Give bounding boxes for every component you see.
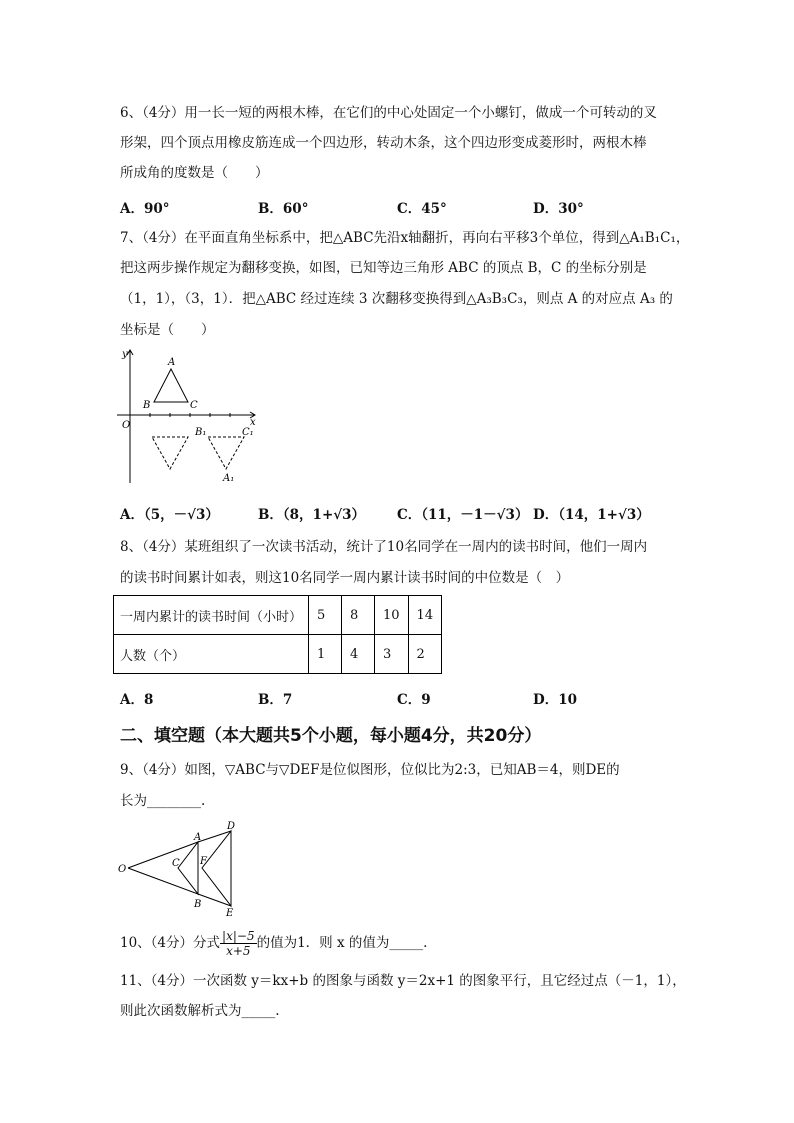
q7-option-a: A．（5，－√3） [120,507,219,523]
q7-label-a1: A₁ [223,473,235,484]
q6-option-c: C．45° [397,201,447,217]
table-row [114,635,442,674]
q7-option-c: C．（11，－1－√3） [397,507,529,523]
q9-line2: 长为________. [120,793,206,809]
q11-line1: 11、（4分）一次函数 y＝kx+b 的图象与函数 y＝2x+1 的图象平行，且它经过点（－1，1）， [120,973,686,989]
q7-option-b: B．（8，1+√3） [258,507,366,523]
q7-line3: （1，1），（3，1）．把△ABC 经过连续 3 次翻移变换得到△A₃B₃C₃，则点 A 的对应点 A₃ 的 [120,291,673,307]
q6-option-d: D．30° [533,201,584,217]
q10-numerator: |x|−5 [222,929,255,943]
q7-label-c: C [190,400,198,411]
q7-option-d: D．（14，1+√3） [533,507,650,523]
q9-label-c: C [172,858,180,869]
q8-line2: 的读书时间累计如表，则这10名同学一周内累计读书时间的中位数是（ ） [120,570,570,586]
q11-line2: 则此次函数解析式为_____. [120,1003,280,1019]
q9-label-b: B [194,899,202,910]
q7-figure [112,345,262,485]
q6-line3: 所成角的度数是（ ） [120,165,269,181]
q7-line4: 坐标是（ ） [120,322,215,338]
q7-label-b: B [143,400,151,411]
q8-table-header-time: 一周内累计的读书时间（小时） [114,596,309,635]
q8-option-d: D．10 [533,692,577,708]
q10-prefix: 10、（4分）分式 [120,935,221,951]
q10-line [120,926,427,960]
q8-option-a: A．8 [120,692,154,708]
q9-label-f: F [200,856,207,867]
q8-table-cell: 3 [375,635,409,674]
q8-options [120,688,680,708]
q8-table-cell: 5 [309,596,342,635]
q9-label-o: O [118,864,127,875]
q8-table [113,595,442,674]
section-title: 二、填空题（本大题共5个小题，每小题4分，共20分） [120,726,542,746]
q6-options [120,197,680,217]
q8-option-b: B．7 [258,692,293,708]
q7-label-c1: C₁ [242,427,254,438]
q6-line2: 形架，四个顶点用橡皮筋连成一个四边形，转动木条，这个四边形变成菱形时，两根木棒 [120,135,647,151]
q8-table-cell: 4 [342,635,375,674]
q7-line2: 把这两步操作规定为翻移变换，如图，已知等边三角形 ABC 的顶点 B，C 的坐标分别是 [120,260,647,276]
q6-line1: 6、（4分）用一长一短的两根木棒，在它们的中心处固定一个小螺钉，做成一个可转动的叉 [120,105,657,121]
q8-table-cell: 1 [309,635,342,674]
q6-option-a: A．90° [120,201,170,217]
q8-table-cell: 14 [408,596,442,635]
q9-triangle-def [202,831,231,906]
q9-figure [112,818,252,918]
q8-table-cell: 2 [408,635,442,674]
q10-suffix: 的值为1．则 x 的值为_____. [256,935,428,951]
q7-triangle-abc [154,369,188,402]
q8-table-cell: 8 [342,596,375,635]
q7-label-a: A [168,357,176,368]
q8-option-c: C．9 [397,692,431,708]
q8-table-header-count: 人数（个） [114,635,309,674]
q7-triangle-dashed [152,437,188,469]
q8-table-cell: 10 [375,596,409,635]
q7-label-o: O [122,420,131,431]
q6-option-b: B．60° [258,201,309,217]
q10-fraction [220,929,257,958]
q9-line1: 9、（4分）如图，▽ABC与▽DEF是位似图形，位似比为2:3，已知AB＝4，则DE的 [120,762,620,778]
q8-line1: 8、（4分）某班组织了一次读书活动，统计了10名同学在一周内的读书时间，他们一周内 [120,539,648,555]
q7-label-b1: B₁ [195,427,207,438]
q9-label-a: A [194,832,202,843]
q9-label-d: D [227,821,236,832]
q7-options [120,503,680,523]
q9-label-e: E [226,908,234,918]
table-row [114,596,442,635]
q7-label-y: y [122,349,128,360]
q7-triangle-a1b1c1 [208,437,244,469]
q7-line1: 7、（4分）在平面直角坐标系中，把△ABC先沿x轴翻折，再向右平移3个单位，得到△A₁B₁C₁， [120,230,690,246]
q9-triangle-abc [178,842,198,894]
q10-denominator: x+5 [226,944,251,958]
q7-label-x: x [250,417,256,428]
